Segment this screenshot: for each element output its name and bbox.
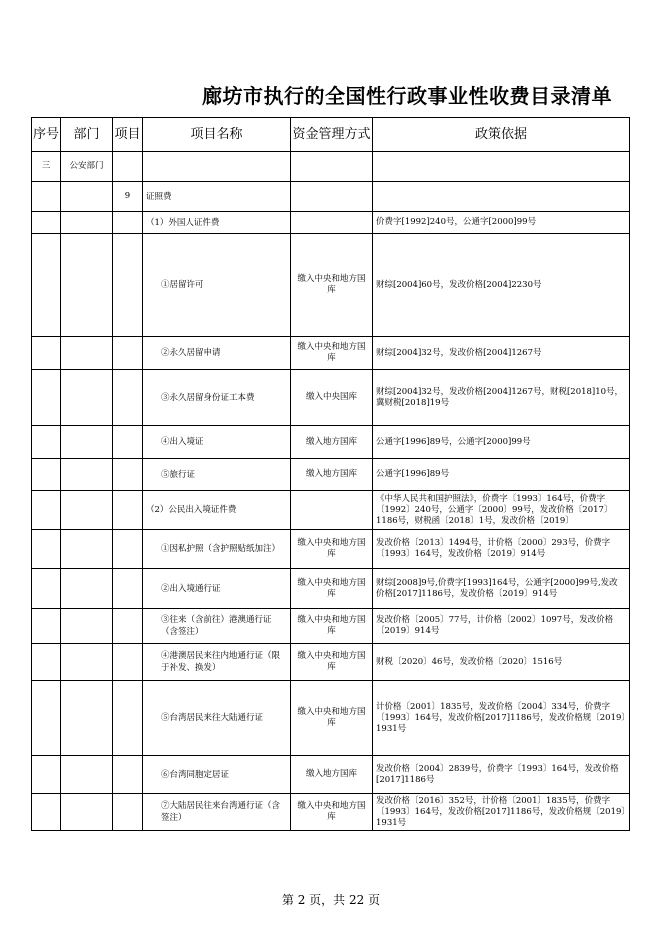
cell-name: ④港澳居民来往内地通行证（限于补发、换发）	[143, 644, 291, 681]
cell-item	[113, 152, 143, 182]
cell-fund: 缴入中央和地方国库	[291, 569, 373, 609]
cell-dept	[61, 569, 113, 609]
cell-dept	[61, 681, 113, 756]
table-row	[32, 609, 630, 644]
cell-policy: 财综[2004]60号，发改价格[2004]2230号	[373, 234, 630, 337]
table-body	[32, 152, 630, 831]
cell-policy: 发改价格〔2004〕2839号，价费字〔1993〕164号，发改价格[2017]1186号	[373, 756, 630, 794]
page-footer: 第 2 页，共 22 页	[281, 893, 381, 907]
table-row	[32, 212, 630, 234]
cell-seq	[32, 212, 61, 234]
cell-policy: 价费字[1992]240号，公通字[2000]99号	[373, 212, 630, 234]
table-header-row	[32, 118, 630, 152]
cell-item	[113, 681, 143, 756]
cell-fund: 缴入中央和地方国库	[291, 681, 373, 756]
cell-item	[113, 609, 143, 644]
header-dept: 部门	[61, 118, 113, 152]
cell-fund: 缴入地方国库	[291, 426, 373, 459]
cell-fund	[291, 212, 373, 234]
cell-item	[113, 370, 143, 426]
cell-dept	[61, 459, 113, 491]
cell-dept	[61, 370, 113, 426]
cell-item	[113, 337, 143, 370]
cell-seq	[32, 756, 61, 794]
cell-name: （1）外国人证件费	[143, 212, 291, 234]
cell-seq	[32, 681, 61, 756]
cell-policy: 发改价格〔2013〕1494号，计价格〔2000〕293号，价费字〔1993〕164号，发改价格〔2019〕914号	[373, 530, 630, 569]
cell-policy	[373, 152, 630, 182]
cell-name: ①因私护照（含护照贴纸加注）	[143, 530, 291, 569]
cell-name: ②永久居留申请	[143, 337, 291, 370]
cell-policy: 财税〔2020〕46号，发改价格〔2020〕1516号	[373, 644, 630, 681]
cell-fund: 缴入中央和地方国库	[291, 337, 373, 370]
cell-seq	[32, 182, 61, 212]
header-seq: 序号	[32, 118, 61, 152]
cell-name: ②出入境通行证	[143, 569, 291, 609]
cell-fund	[291, 152, 373, 182]
cell-fund	[291, 182, 373, 212]
cell-item	[113, 644, 143, 681]
cell-seq	[32, 569, 61, 609]
cell-item	[113, 794, 143, 831]
cell-dept	[61, 756, 113, 794]
cell-seq	[32, 426, 61, 459]
table-row	[32, 459, 630, 491]
cell-name: ⑤旅行证	[143, 459, 291, 491]
cell-name: ③往来（含前往）港澳通行证（含签注）	[143, 609, 291, 644]
cell-dept	[61, 234, 113, 337]
cell-item	[113, 212, 143, 234]
cell-fund: 缴入中央和地方国库	[291, 794, 373, 831]
cell-name: 证照费	[143, 182, 291, 212]
cell-name: ⑥台湾同胞定居证	[143, 756, 291, 794]
table-row	[32, 644, 630, 681]
cell-dept	[61, 337, 113, 370]
cell-dept	[61, 426, 113, 459]
table-row	[32, 756, 630, 794]
page-title: 廊坊市执行的全国性行政事业性收费目录清单	[202, 84, 612, 108]
cell-name	[143, 152, 291, 182]
header-fund: 资金管理方式	[291, 118, 373, 152]
cell-seq	[32, 794, 61, 831]
cell-policy: 发改价格〔2016〕352号，计价格〔2001〕1835号，价费字〔1993〕164号，发改价格[2017]1186号，发改价格规〔2019〕1931号	[373, 794, 630, 831]
cell-name: （2）公民出入境证件费	[143, 491, 291, 530]
cell-dept: 公安部门	[61, 152, 113, 182]
cell-seq	[32, 491, 61, 530]
header-item: 项目	[113, 118, 143, 152]
cell-fund: 缴入中央和地方国库	[291, 530, 373, 569]
fee-table	[31, 117, 630, 831]
table-row	[32, 794, 630, 831]
cell-dept	[61, 182, 113, 212]
cell-item	[113, 459, 143, 491]
header-name: 项目名称	[143, 118, 291, 152]
header-policy: 政策依据	[373, 118, 630, 152]
cell-seq: 三	[32, 152, 61, 182]
cell-policy: 财综[2004]32号，发改价格[2004]1267号	[373, 337, 630, 370]
cell-seq	[32, 370, 61, 426]
cell-item	[113, 426, 143, 459]
table-row	[32, 530, 630, 569]
cell-item	[113, 756, 143, 794]
cell-seq	[32, 337, 61, 370]
cell-dept	[61, 644, 113, 681]
cell-seq	[32, 234, 61, 337]
table-row	[32, 234, 630, 337]
cell-item	[113, 569, 143, 609]
table-row	[32, 182, 630, 212]
table-row	[32, 569, 630, 609]
cell-name: ④出入境证	[143, 426, 291, 459]
cell-policy	[373, 182, 630, 212]
cell-item	[113, 530, 143, 569]
table-row	[32, 152, 630, 182]
cell-seq	[32, 459, 61, 491]
cell-name: ③永久居留身份证工本费	[143, 370, 291, 426]
cell-dept	[61, 794, 113, 831]
cell-policy: 发改价格〔2005〕77号，计价格〔2002〕1097号，发改价格〔2019〕914号	[373, 609, 630, 644]
cell-dept	[61, 212, 113, 234]
cell-seq	[32, 644, 61, 681]
cell-fund: 缴入中央和地方国库	[291, 234, 373, 337]
cell-policy: 公通字[1996]89号	[373, 459, 630, 491]
table-row	[32, 370, 630, 426]
cell-policy: 公通字[1996]89号，公通字[2000]99号	[373, 426, 630, 459]
cell-name: ⑦大陆居民往来台湾通行证（含签注）	[143, 794, 291, 831]
cell-seq	[32, 609, 61, 644]
cell-fund: 缴入中央国库	[291, 370, 373, 426]
cell-item	[113, 491, 143, 530]
table-row	[32, 426, 630, 459]
cell-policy: 计价格〔2001〕1835号，发改价格〔2004〕334号，价费字〔1993〕164号，发改价格[2017]1186号，发改价格规〔2019〕1931号	[373, 681, 630, 756]
cell-item: 9	[113, 182, 143, 212]
table-row	[32, 681, 630, 756]
cell-name: ①居留许可	[143, 234, 291, 337]
cell-fund	[291, 491, 373, 530]
cell-seq	[32, 530, 61, 569]
cell-policy: 财综[2004]32号，发改价格[2004]1267号，财税[2018]10号，冀财税[2018]19号	[373, 370, 630, 426]
cell-policy: 财综[2008]9号,价费字[1993]164号，公通字[2000]99号,发改价格[2017]1186号，发改价格〔2019〕914号	[373, 569, 630, 609]
cell-fund: 缴入中央和地方国库	[291, 644, 373, 681]
cell-fund: 缴入地方国库	[291, 756, 373, 794]
cell-dept	[61, 491, 113, 530]
cell-policy: 《中华人民共和国护照法》，价费字〔1993〕164号，价费字〔1992〕240号，公通字〔2000〕99号，发改价格〔2017〕1186号，财税函〔2018〕1号，发改价格〔2019〕	[373, 491, 630, 530]
table-row	[32, 491, 630, 530]
cell-item	[113, 234, 143, 337]
cell-dept	[61, 530, 113, 569]
cell-fund: 缴入地方国库	[291, 459, 373, 491]
cell-fund: 缴入中央和地方国库	[291, 609, 373, 644]
table-row	[32, 337, 630, 370]
cell-name: ⑤台湾居民来往大陆通行证	[143, 681, 291, 756]
cell-dept	[61, 609, 113, 644]
